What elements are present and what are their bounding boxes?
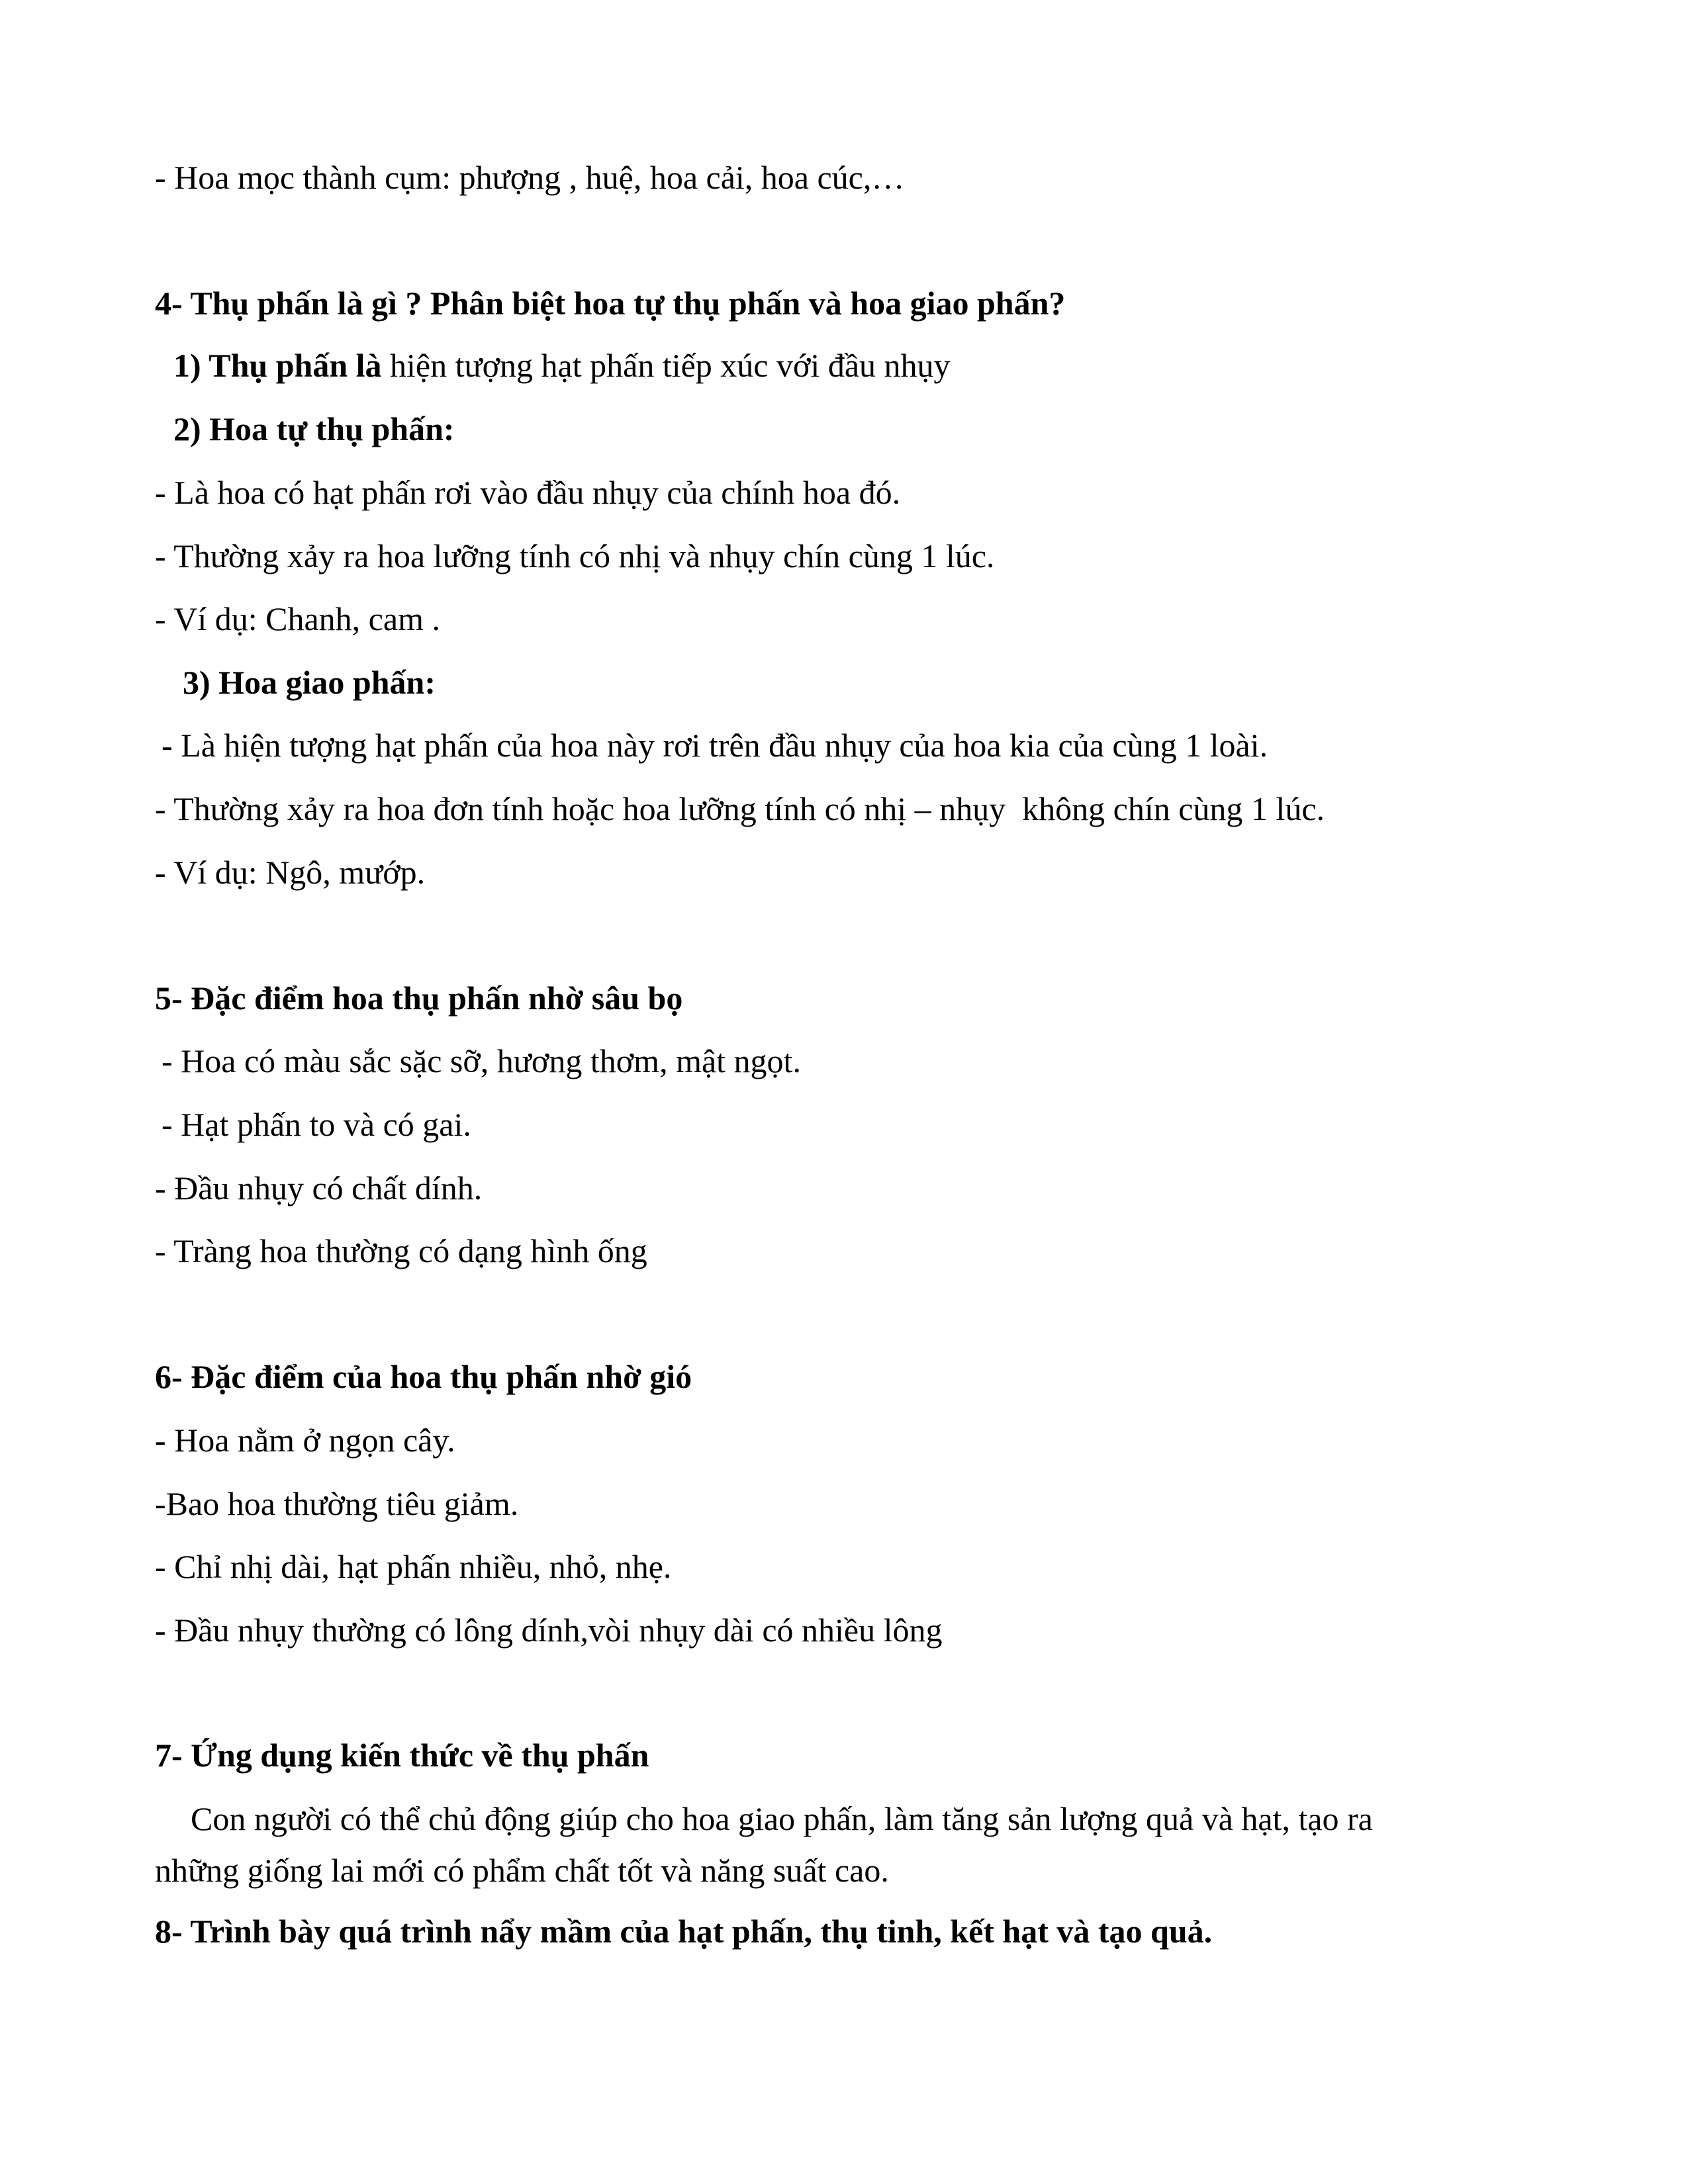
list-item: - Thường xảy ra hoa lưỡng tính có nhị và nhụy chín cùng 1 lúc. xyxy=(155,537,995,574)
list-item: - Là hoa có hạt phấn rơi vào đầu nhụy của chính hoa đó. xyxy=(155,474,901,511)
list-item: - Ví dụ: Ngô, mướp. xyxy=(155,854,426,891)
list-item: - Tràng hoa thường có dạng hình ống xyxy=(155,1232,647,1269)
list-item: - Đầu nhụy có chất dính. xyxy=(155,1169,483,1206)
list-item: - Hoa nằm ở ngọn cây. xyxy=(155,1422,455,1459)
list-item: - Đầu nhụy thường có lông dính,vòi nhụy dài có nhiều lông xyxy=(155,1612,943,1649)
list-item: -Bao hoa thường tiêu giảm. xyxy=(155,1485,519,1522)
definition-text: hiện tượng hạt phấn tiếp xúc với đầu nhụy xyxy=(381,347,951,384)
paragraph-line: Con người có thể chủ động giúp cho hoa giao phấn, làm tăng sản lượng quả và hạt, tạo ra xyxy=(191,1800,1373,1837)
list-item: - Hạt phấn to và có gai. xyxy=(162,1106,471,1143)
section-4-definition xyxy=(173,345,951,385)
list-item: - Hoa có màu sắc sặc sỡ, hương thơm, mật ngọt. xyxy=(162,1042,801,1079)
subsection-cross-pollination-heading: 3) Hoa giao phấn: xyxy=(183,664,436,701)
list-item: - Thường xảy ra hoa đơn tính hoặc hoa lưỡng tính có nhị – nhụy không chín cùng 1 lúc. xyxy=(155,790,1325,827)
list-item: - Ví dụ: Chanh, cam . xyxy=(155,600,440,637)
section-4-heading: 4- Thụ phấn là gì ? Phân biệt hoa tự thụ phấn và hoa giao phấn? xyxy=(155,285,1066,322)
list-item: - Là hiện tượng hạt phấn của hoa này rơi trên đầu nhụy của hoa kia của cùng 1 loài. xyxy=(162,727,1268,764)
section-7-heading: 7- Ứng dụng kiến thức về thụ phấn xyxy=(155,1737,649,1774)
subsection-self-pollination-heading: 2) Hoa tự thụ phấn: xyxy=(173,410,455,447)
section-5-heading: 5- Đặc điểm hoa thụ phấn nhờ sâu bọ xyxy=(155,979,683,1017)
section-8-heading: 8- Trình bày quá trình nẩy mầm của hạt phấn, thụ tinh, kết hạt và tạo quả. xyxy=(155,1913,1213,1950)
section-6-heading: 6- Đặc điểm của hoa thụ phấn nhờ gió xyxy=(155,1358,692,1395)
paragraph-line: những giống lai mới có phẩm chất tốt và năng suất cao. xyxy=(155,1852,889,1889)
list-item: - Chỉ nhị dài, hạt phấn nhiều, nhỏ, nhẹ. xyxy=(155,1548,672,1585)
definition-term: 1) Thụ phấn là xyxy=(173,347,382,384)
intro-line: - Hoa mọc thành cụm: phượng , huệ, hoa cải, hoa cúc,… xyxy=(155,159,905,196)
